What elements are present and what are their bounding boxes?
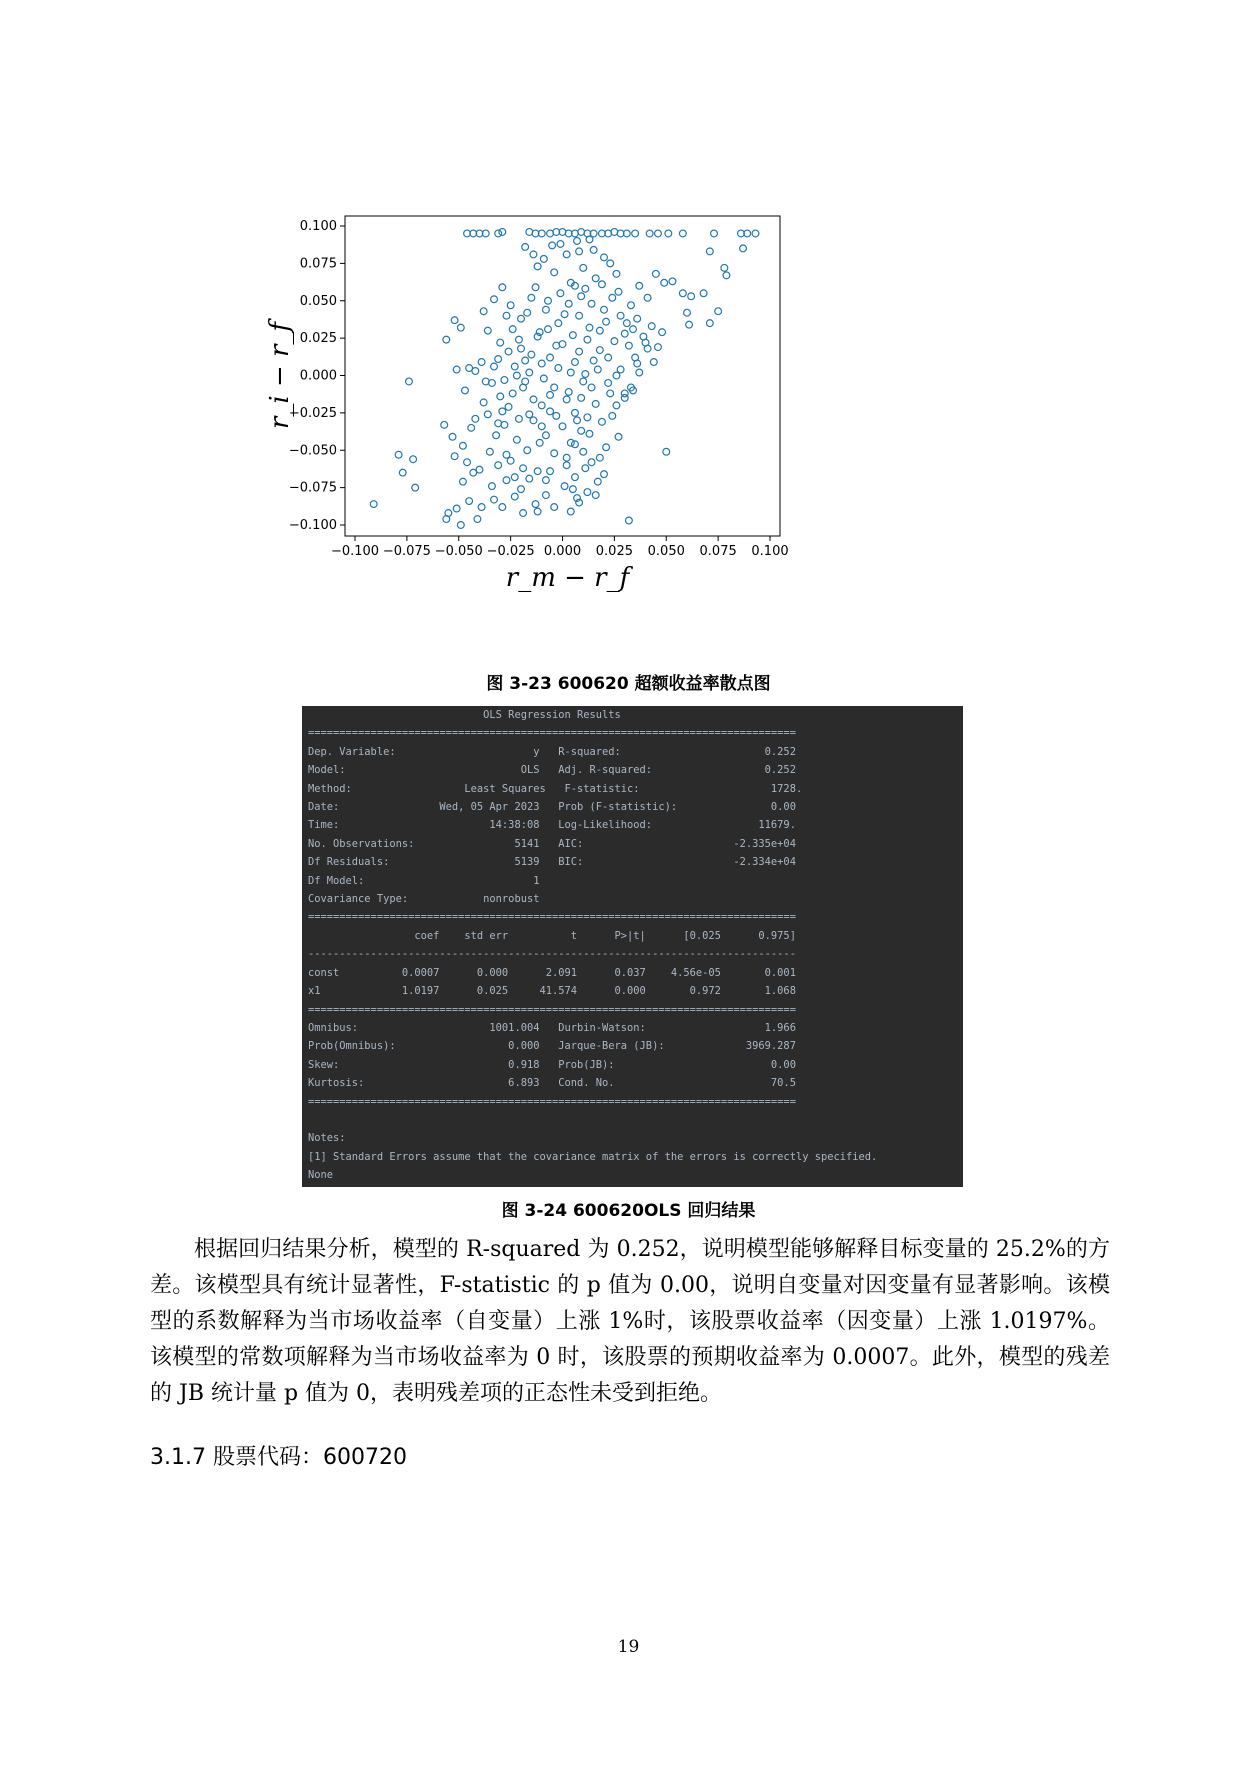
- scatter-point: [623, 320, 630, 327]
- ols-line: ------------------------------------------------------------------------------: [308, 948, 796, 961]
- ols-regression-output: [302, 706, 963, 1187]
- scatter-point: [590, 247, 597, 254]
- scatter-point: [462, 387, 469, 394]
- scatter-point: [605, 354, 612, 361]
- y-tick-label: −0.100: [288, 518, 337, 533]
- scatter-point: [561, 483, 568, 490]
- scatter-point: [410, 456, 417, 463]
- y-tick-label: −0.050: [288, 443, 337, 459]
- scatter-point: [723, 272, 730, 279]
- scatter-point: [679, 230, 686, 237]
- analysis-paragraph: 根据回归结果分析，模型的 R-squared 为 0.252，说明模型能够解释目标变量的 25.2%的方差。该模型具有统计显著性，F-statistic 的 p 值为 0.00，说明自变量对因变量有显著影响。该模型的系数解释为当市场收益率（自变量）上涨 1%时，该股票收益率（因变量）上涨 1.0197%。该模型的常数项解释为当市场收益率为 0 时，该股票的预期收益率为 0.0007。此外，模型的残差的 JB 统计量 p 值为 0，表明残差项的正态性未受到拒绝。: [150, 1237, 1110, 1406]
- scatter-point: [545, 326, 552, 333]
- scatter-point: [563, 251, 570, 258]
- scatter-point: [522, 244, 529, 251]
- scatter-point: [557, 241, 564, 248]
- scatter-point: [553, 412, 560, 419]
- scatter-point: [563, 454, 570, 461]
- scatter-point: [586, 430, 593, 437]
- ols-line: Covariance Type: nonrobust: [308, 893, 540, 906]
- scatter-point: [503, 312, 510, 319]
- scatter-point: [572, 359, 579, 366]
- scatter-point: [451, 317, 458, 324]
- scatter-point: [518, 486, 525, 493]
- scatter-point: [609, 294, 616, 301]
- scatter-point: [534, 508, 541, 515]
- scatter-point: [565, 300, 572, 307]
- scatter-point: [540, 375, 547, 382]
- scatter-point: [569, 486, 576, 493]
- scatter-point: [588, 300, 595, 307]
- scatter-point: [632, 354, 639, 361]
- scatter-point: [480, 308, 487, 315]
- scatter-point: [503, 451, 510, 458]
- scatter-point: [520, 465, 527, 472]
- scatter-point: [611, 338, 618, 345]
- page-number: 19: [617, 1637, 640, 1657]
- scatter-point: [615, 433, 622, 440]
- section-heading: 3.1.7 股票代码：600720: [150, 1445, 407, 1470]
- scatter-point: [406, 378, 413, 385]
- ols-line: coef std err t P>|t| [0.025 0.975]: [308, 929, 796, 942]
- scatter-point: [522, 378, 529, 385]
- y-tick-label: 0.075: [299, 256, 337, 272]
- y-tick-label: −0.025: [288, 405, 337, 421]
- scatter-point: [551, 384, 558, 391]
- scatter-point: [509, 390, 516, 397]
- scatter-point: [399, 469, 406, 476]
- scatter-point: [594, 478, 601, 485]
- scatter-point: [518, 315, 525, 322]
- scatter-point: [711, 230, 718, 237]
- scatter-point: [615, 288, 622, 295]
- scatter-point: [443, 336, 450, 343]
- scatter-point: [646, 230, 653, 237]
- scatter-point: [688, 293, 695, 300]
- scatter-point: [636, 369, 643, 376]
- scatter-point: [513, 372, 520, 379]
- scatter-point: [661, 279, 668, 286]
- ols-line: Method: Least Squares F-statistic: 1728.: [308, 782, 803, 795]
- ols-line: ==============================================================================: [308, 1003, 796, 1016]
- scatter-point: [601, 254, 608, 261]
- scatter-point: [451, 453, 458, 460]
- scatter-point: [567, 369, 574, 376]
- ols-line: [1] Standard Errors assume that the covariance matrix of the errors is correctly specified.: [308, 1150, 878, 1163]
- scatter-point: [453, 366, 460, 373]
- scatter-point: [555, 320, 562, 327]
- scatter-point: [582, 285, 589, 292]
- scatter-point: [520, 510, 527, 517]
- scatter-point: [586, 236, 593, 243]
- scatter-point: [540, 255, 547, 262]
- scatter-point: [642, 339, 649, 346]
- scatter-point: [584, 414, 591, 421]
- scatter-point: [551, 450, 558, 457]
- scatter-point: [491, 363, 498, 370]
- scatter-point: [497, 339, 504, 346]
- scatter-point: [567, 439, 574, 446]
- ols-line: Notes:: [308, 1132, 346, 1145]
- scatter-point: [576, 312, 583, 319]
- scatter-point: [700, 290, 707, 297]
- x-tick-label: 0.075: [699, 544, 737, 559]
- scatter-point: [412, 484, 419, 491]
- scatter-point: [572, 441, 579, 448]
- scatter-point: [526, 411, 533, 418]
- scatter-point: [530, 417, 537, 424]
- scatter-point: [655, 344, 662, 351]
- scatter-point: [582, 371, 589, 378]
- scatter-point: [559, 341, 566, 348]
- scatter-point: [503, 477, 510, 484]
- scatter-point: [578, 395, 585, 402]
- scatter-point: [648, 323, 655, 330]
- scatter-point: [484, 411, 491, 418]
- ols-output-text: [302, 706, 963, 1185]
- scatter-point: [551, 504, 558, 511]
- scatter-point: [632, 230, 639, 237]
- scatter-point: [561, 311, 568, 318]
- x-tick-label: −0.050: [434, 544, 483, 559]
- scatter-point: [497, 393, 504, 400]
- ols-line: OLS Regression Results: [308, 709, 621, 721]
- ols-line: Model: OLS Adj. R-squared: 0.252: [308, 764, 796, 777]
- scatter-point: [582, 465, 589, 472]
- scatter-point: [636, 282, 643, 289]
- figure-caption-scatter: 图 3-23 600620 超额收益率散点图: [486, 674, 771, 694]
- ols-line: Omnibus: 1001.004 Durbin-Watson: 1.966: [308, 1021, 796, 1034]
- scatter-point: [518, 345, 525, 352]
- scatter-point: [567, 508, 574, 515]
- scatter-point: [493, 432, 500, 439]
- figure-caption-ols: 图 3-24 600620OLS 回归结果: [501, 1201, 756, 1221]
- scatter-point: [613, 402, 620, 409]
- scatter-point: [621, 395, 628, 402]
- scatter-point: [543, 492, 550, 499]
- x-tick-label: −0.075: [382, 544, 431, 559]
- scatter-point: [522, 357, 529, 364]
- ols-line: None: [308, 1169, 334, 1182]
- scatter-point: [460, 442, 467, 449]
- x-tick-label: −0.100: [330, 544, 380, 559]
- scatter-point: [740, 245, 747, 252]
- scatter-point: [509, 326, 516, 333]
- scatter-point: [472, 368, 479, 375]
- scatter-point: [630, 326, 637, 333]
- scatter-point: [580, 264, 587, 271]
- ols-line: x1 1.0197 0.025 41.574 0.000 0.972 1.068: [308, 985, 796, 998]
- scatter-point: [601, 306, 608, 313]
- scatter-point: [588, 384, 595, 391]
- scatter-point: [572, 409, 579, 416]
- scatter-point: [652, 270, 659, 277]
- scatter-point: [480, 399, 487, 406]
- scatter-point: [532, 501, 539, 508]
- scatter-point: [565, 389, 572, 396]
- scatter-point: [596, 347, 603, 354]
- scatter-point: [453, 505, 460, 512]
- scatter-point: [557, 290, 564, 297]
- scatter-point: [547, 354, 554, 361]
- scatter-point: [569, 332, 576, 339]
- scatter-point: [478, 359, 485, 366]
- scatter-point: [752, 230, 759, 237]
- scatter-point: [621, 330, 628, 337]
- scatter-point: [530, 251, 537, 258]
- scatter-point: [501, 377, 508, 384]
- scatter-point: [516, 336, 523, 343]
- scatter-point: [538, 360, 545, 367]
- scatter-point: [534, 263, 541, 270]
- scatter-point: [476, 466, 483, 473]
- scatter-point: [495, 420, 502, 427]
- plot-frame: [345, 216, 780, 536]
- scatter-point: [530, 396, 537, 403]
- scatter-point: [478, 504, 485, 511]
- scatter-point: [457, 522, 464, 529]
- scatter-point: [547, 392, 554, 399]
- ols-line: Time: 14:38:08 Log-Likelihood: 11679.: [308, 819, 796, 832]
- body-paragraph-container: [150, 1232, 1110, 1412]
- y-tick-label: 0.050: [299, 293, 337, 309]
- scatter-point: [466, 498, 473, 505]
- scatter-point: [665, 230, 672, 237]
- ols-line: Df Residuals: 5139 BIC: -2.334e+04: [308, 856, 796, 869]
- scatter-point: [617, 312, 624, 319]
- ols-line: ==============================================================================: [308, 1095, 796, 1108]
- scatter-point: [511, 363, 518, 370]
- scatter-point: [484, 327, 491, 334]
- scatter-point: [460, 478, 467, 485]
- scatter-point: [590, 357, 597, 364]
- scatter-point: [686, 321, 693, 328]
- x-tick-label: −0.025: [486, 544, 535, 559]
- scatter-point: [706, 320, 713, 327]
- scatter-point: [499, 284, 506, 291]
- y-tick-label: 0.025: [299, 331, 337, 347]
- scatter-point: [513, 436, 520, 443]
- scatter-point: [584, 336, 591, 343]
- scatter-point: [603, 444, 610, 451]
- scatter-point: [599, 281, 606, 288]
- scatter-point: [543, 477, 550, 484]
- ols-line: Kurtosis: 6.893 Cond. No. 70.5: [308, 1077, 796, 1090]
- scatter-point: [538, 423, 545, 430]
- scatter-point: [549, 242, 556, 249]
- scatter-point: [495, 462, 502, 469]
- scatter-point: [628, 302, 635, 309]
- scatter-point: [547, 468, 554, 475]
- y-tick-label: 0.000: [299, 368, 337, 384]
- scatter-point: [634, 315, 641, 322]
- scatter-point: [491, 496, 498, 503]
- x-tick-label: 0.025: [595, 544, 633, 559]
- ols-line: ==============================================================================: [308, 911, 796, 924]
- scatter-point: [679, 290, 686, 297]
- scatter-point: [586, 324, 593, 331]
- scatter-point: [626, 517, 633, 524]
- scatter-point: [721, 264, 728, 271]
- scatter-point: [659, 329, 666, 336]
- scatter-point: [457, 324, 464, 331]
- scatter-point: [499, 504, 506, 511]
- scatter-point: [644, 294, 651, 301]
- scatter-point: [532, 284, 539, 291]
- scatter-point: [555, 365, 562, 372]
- ols-line: Dep. Variable: y R-squared: 0.252: [308, 745, 796, 758]
- scatter-point: [626, 342, 633, 349]
- ols-line: Skew: 0.918 Prob(JB): 0.00: [308, 1058, 796, 1071]
- scatter-point: [607, 390, 614, 397]
- scatter-point: [491, 296, 498, 303]
- scatter-point: [650, 359, 657, 366]
- scatter-point: [495, 356, 502, 363]
- scatter-point: [596, 327, 603, 334]
- scatter-point: [511, 493, 518, 500]
- scatter-point: [599, 418, 606, 425]
- scatter-point: [669, 278, 676, 285]
- scatter-point: [663, 448, 670, 455]
- scatter-point: [574, 417, 581, 424]
- x-tick-label: 0.000: [543, 544, 582, 559]
- ols-line: [308, 1111, 963, 1129]
- scatter-plot-svg: [265, 215, 920, 655]
- scatter-point: [547, 408, 554, 415]
- scatter-point: [613, 372, 620, 379]
- scatter-point: [370, 501, 377, 508]
- scatter-point: [572, 474, 579, 481]
- scatter-point: [528, 351, 535, 358]
- scatter-point: [472, 415, 479, 422]
- scatter-point: [605, 380, 612, 387]
- scatter-point: [482, 378, 489, 385]
- y-tick-label: −0.075: [288, 480, 337, 496]
- ols-line: Df Model: 1: [308, 874, 540, 887]
- scatter-point: [536, 439, 543, 446]
- scatter-point: [607, 260, 614, 267]
- x-tick-label: 0.050: [647, 544, 685, 559]
- ols-line: Date: Wed, 05 Apr 2023 Prob (F-statistic): 0.00: [308, 801, 796, 814]
- scatter-point: [576, 248, 583, 255]
- scatter-point: [559, 423, 566, 430]
- scatter-point: [516, 415, 523, 422]
- scatter-point: [574, 238, 581, 245]
- scatter-point: [505, 348, 512, 355]
- scatter-point: [528, 294, 535, 301]
- scatter-point: [489, 483, 496, 490]
- scatter-point: [715, 308, 722, 315]
- scatter-point: [592, 401, 599, 408]
- scatter-point: [468, 424, 475, 431]
- scatter-point: [613, 270, 620, 277]
- scatter-point: [511, 474, 518, 481]
- scatter-point: [655, 230, 662, 237]
- scatter-point: [526, 475, 533, 482]
- x-axis-title: r_m − r_f: [505, 563, 630, 593]
- scatter-point: [538, 402, 545, 409]
- scatter-point: [684, 309, 691, 316]
- scatter-point: [441, 421, 448, 428]
- scatter-point: [617, 366, 624, 373]
- scatter-point: [592, 492, 599, 499]
- scatter-point: [609, 412, 616, 419]
- scatter-point: [443, 516, 450, 523]
- scatter-point: [507, 457, 514, 464]
- scatter-point: [505, 403, 512, 410]
- scatter-point: [596, 454, 603, 461]
- scatter-point: [543, 432, 550, 439]
- scatter-point: [534, 468, 541, 475]
- scatter-point: [499, 408, 506, 415]
- scatter-point: [580, 378, 587, 385]
- scatter-point: [592, 275, 599, 282]
- scatter-point: [563, 396, 570, 403]
- scatter-point: [601, 471, 608, 478]
- scatter-point: [524, 447, 531, 454]
- scatter-point: [395, 451, 402, 458]
- scatter-point: [486, 448, 493, 455]
- scatter-point: [576, 348, 583, 355]
- scatter-point: [584, 489, 591, 496]
- scatter-point: [526, 369, 533, 376]
- scatter-point: [594, 366, 601, 373]
- ols-line: Prob(Omnibus): 0.000 Jarque-Bera (JB): 3969.287: [308, 1040, 796, 1053]
- scatter-point: [545, 297, 552, 304]
- scatter-point: [578, 293, 585, 300]
- scatter-point: [706, 248, 713, 255]
- scatter-point: [499, 229, 506, 236]
- ols-line: ==============================================================================: [308, 727, 796, 740]
- scatter-point: [524, 309, 531, 316]
- scatter-point: [474, 516, 481, 523]
- y-tick-label: 0.100: [299, 219, 337, 234]
- scatter-point: [588, 459, 595, 466]
- scatter-point: [580, 448, 587, 455]
- scatter-point: [543, 306, 550, 313]
- scatter-point: [449, 433, 456, 440]
- scatter-point: [464, 459, 471, 466]
- scatter-point: [495, 230, 502, 237]
- scatter-point: [551, 269, 558, 276]
- ols-line: const 0.0007 0.000 2.091 0.037 4.56e-05 0.001: [308, 966, 796, 979]
- scatter-point: [578, 427, 585, 434]
- scatter-point: [507, 302, 514, 309]
- scatter-point: [563, 462, 570, 469]
- scatter-point: [603, 318, 610, 325]
- scatter-chart: [265, 215, 920, 655]
- x-tick-label: 0.100: [751, 544, 789, 559]
- y-axis-title: r_i − r_f: [265, 321, 295, 430]
- ols-line: No. Observations: 5141 AIC: -2.335e+04: [308, 837, 796, 850]
